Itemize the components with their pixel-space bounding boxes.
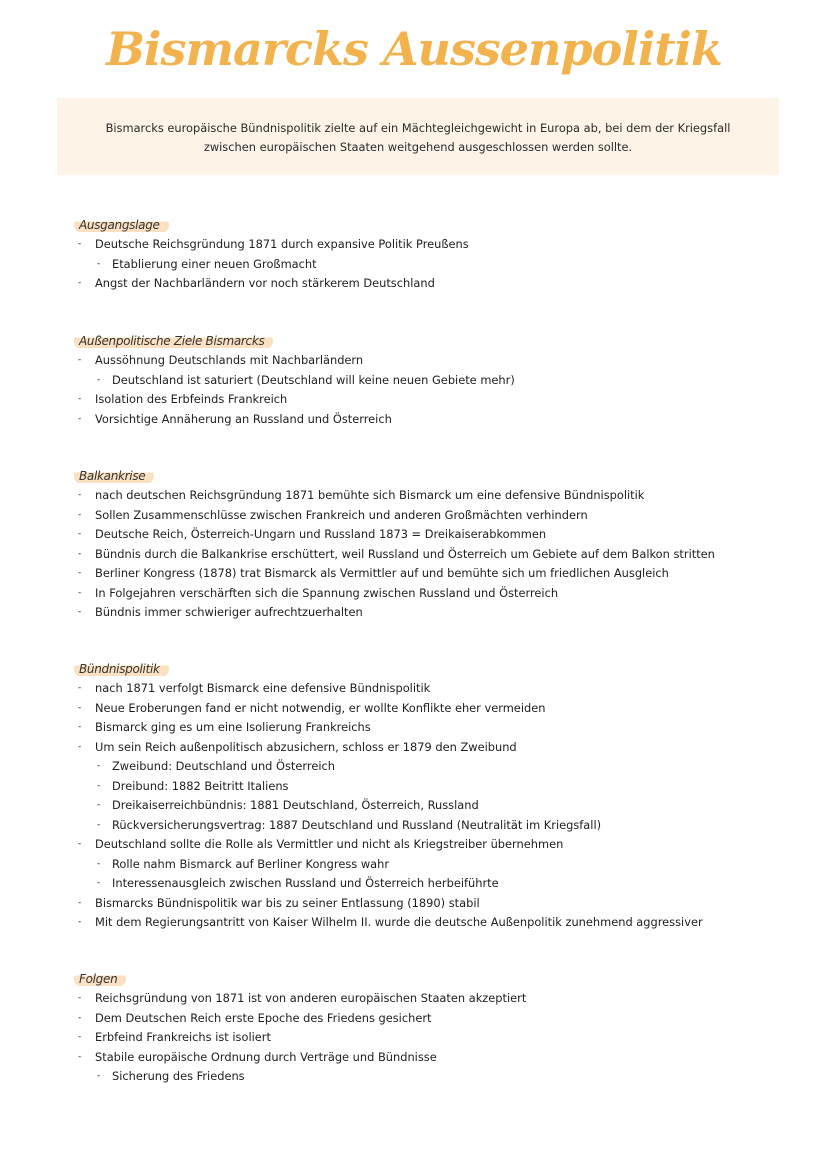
list-item-text: nach 1871 verfolgt Bismarck eine defensive Bündnispolitik <box>95 681 431 695</box>
list-item-text: Deutschland sollte die Rolle als Vermittler und nicht als Kriegstreiber übernehmen <box>95 837 564 851</box>
list-item-text: Aussöhnung Deutschlands mit Nachbarländern <box>95 353 364 367</box>
list-item-text: Mit dem Regierungsantritt von Kaiser Wilhelm II. wurde die deutsche Außenpolitik zunehmend aggressiver <box>95 915 703 929</box>
list-item <box>74 506 814 526</box>
list-item <box>74 894 814 914</box>
list-item-text: Dem Deutschen Reich erste Epoche des Friedens gesichert <box>95 1010 432 1025</box>
list-item <box>74 796 814 816</box>
list-item <box>74 1028 814 1048</box>
bullet-dash: - <box>97 858 101 869</box>
bullet-dash: - <box>97 258 101 269</box>
list-item-text: Bismarcks Bündnispolitik war bis zu seiner Entlassung (1890) stabil <box>95 895 480 910</box>
bullet-dash: - <box>97 761 101 771</box>
bullet-dash: - <box>78 529 82 539</box>
list-item <box>74 718 814 738</box>
bullet-dash: - <box>97 1071 101 1081</box>
bullet-dash: - <box>78 1051 82 1062</box>
bullet-dash: - <box>97 780 101 791</box>
list-item <box>74 351 814 371</box>
list-item <box>74 1048 814 1068</box>
list-item-text: In Folgejahren verschärften sich die Spannung zwischen Russland und Österreich <box>95 585 559 600</box>
list-item-text: Etablierung einer neuen Großmacht <box>112 256 317 271</box>
list-item-text: Deutschland ist saturiert (Deutschland will keine neuen Gebiete mehr) <box>112 372 515 387</box>
list-item-text: Bismarck ging es um eine Isolierung Frankreichs <box>95 720 371 734</box>
list-item-text: Sicherung des Friedens <box>112 1069 245 1083</box>
list-item <box>74 255 814 275</box>
bullet-dash: - <box>78 722 82 732</box>
list-item-text: Isolation des Erbfeinds Frankreich <box>95 392 288 406</box>
list-item <box>74 913 814 933</box>
list-item-text: Rückversicherungsvertrag: 1887 Deutschland und Russland (Neutralität im Kriegsfall) <box>112 817 602 832</box>
section-heading: Bündnispolitik <box>74 661 169 677</box>
list-item <box>74 545 814 565</box>
bullet-dash: - <box>78 839 82 849</box>
list-item-text: nach deutschen Reichsgründung 1871 bemühte sich Bismarck um eine defensive Bündnispolitik <box>95 488 645 502</box>
bullet-dash: - <box>78 741 82 752</box>
list-item-text: Interessenausgleich zwischen Russland und Österreich herbeiführte <box>112 876 499 890</box>
section-ziele <box>74 330 814 429</box>
bullet-dash: - <box>78 355 82 365</box>
bullet-dash: - <box>97 374 101 385</box>
list-item-text: Zweibund: Deutschland und Österreich <box>112 759 335 773</box>
bullet-dash: - <box>78 1012 82 1023</box>
section-balkankrise <box>74 465 814 623</box>
list-item <box>74 584 814 604</box>
list-item <box>74 835 814 855</box>
bullet-dash: - <box>78 993 82 1003</box>
page-title: Bismarcks Aussenpolitik <box>106 22 722 76</box>
list-item-text: Vorsichtige Annäherung an Russland und Österreich <box>95 411 392 426</box>
bullet-dash: - <box>78 587 82 598</box>
bullet-dash: - <box>78 607 82 617</box>
list-item <box>74 486 814 506</box>
list-item-text: Rolle nahm Bismarck auf Berliner Kongress wahr <box>112 856 390 871</box>
section-heading: Ausgangslage <box>74 217 169 233</box>
list-item-text: Angst der Nachbarländern vor noch stärkerem Deutschland <box>95 276 435 290</box>
list-item-text: Stabile europäische Ordnung durch Verträge und Bündnisse <box>95 1049 437 1064</box>
bullet-dash: - <box>78 394 82 404</box>
list-item <box>74 816 814 836</box>
list-item-text: Bündnis durch die Balkankrise erschüttert, weil Russland und Österreich um Gebiete auf dem Balkon stritten <box>95 546 715 561</box>
list-item-text: Neue Eroberungen fand er nicht notwendig, er wollte Konflikte eher vermeiden <box>95 700 546 715</box>
bullet-dash: - <box>78 683 82 693</box>
list-item-text: Reichsgründung von 1871 ist von anderen europäischen Staaten akzeptiert <box>95 991 527 1005</box>
bullet-dash: - <box>78 509 82 520</box>
section-heading: Folgen <box>74 971 126 987</box>
section-buendnispolitik <box>74 658 814 933</box>
list-item <box>74 410 814 430</box>
section-heading: Balkankrise <box>74 468 154 484</box>
list-item <box>74 390 814 410</box>
bullet-dash: - <box>78 278 82 288</box>
bullet-dash: - <box>78 239 82 249</box>
list-item <box>74 603 814 623</box>
list-item <box>74 989 814 1009</box>
bullet-dash: - <box>78 1032 82 1042</box>
list-item-text: Sollen Zusammenschlüsse zwischen Frankreich und anderen Großmächten verhindern <box>95 507 588 522</box>
list-item <box>74 1009 814 1029</box>
list-item-text: Um sein Reich außenpolitisch abzusichern, schloss er 1879 den Zweibund <box>95 739 517 754</box>
bullet-dash: - <box>78 568 82 578</box>
list-item-text: Erbfeind Frankreichs ist isoliert <box>95 1030 271 1044</box>
list-item <box>74 855 814 875</box>
list-item <box>74 777 814 797</box>
section-ausgangslage <box>74 214 814 294</box>
bullet-dash: - <box>97 878 101 888</box>
bullet-dash: - <box>78 490 82 500</box>
list-item-text: Dreibund: 1882 Beitritt Italiens <box>112 778 289 793</box>
list-item-text: Berliner Kongress (1878) trat Bismarck als Vermittler auf und bemühte sich um friedlichen Ausgleich <box>95 566 669 580</box>
list-item <box>74 757 814 777</box>
list-item <box>74 371 814 391</box>
bullet-dash: - <box>78 548 82 559</box>
list-item-text: Bündnis immer schwieriger aufrechtzuerhalten <box>95 605 363 619</box>
bullet-dash: - <box>78 413 82 424</box>
list-item-text: Deutsche Reich, Österreich-Ungarn und Russland 1873 = Dreikaiserabkommen <box>95 527 547 541</box>
list-item <box>74 274 814 294</box>
list-item <box>74 699 814 719</box>
bullet-dash: - <box>78 702 82 713</box>
intro-box: Bismarcks europäische Bündnispolitik zielte auf ein Mächtegleichgewicht in Europa ab, bei dem der Kriegsfall zwischen europäischen Staaten weitgehend ausgeschlossen werden sollte. <box>57 98 779 175</box>
bullet-dash: - <box>97 800 101 810</box>
list-item <box>74 525 814 545</box>
list-item <box>74 679 814 699</box>
list-item <box>74 564 814 584</box>
bullet-dash: - <box>78 897 82 908</box>
section-folgen <box>74 968 814 1087</box>
section-heading: Außenpolitische Ziele Bismarcks <box>74 333 273 349</box>
list-item <box>74 874 814 894</box>
bullet-dash: - <box>97 819 101 830</box>
bullet-dash: - <box>78 917 82 927</box>
list-item <box>74 235 814 255</box>
list-item <box>74 1067 814 1087</box>
list-item-text: Deutsche Reichsgründung 1871 durch expansive Politik Preußens <box>95 237 469 251</box>
list-item <box>74 738 814 758</box>
list-item-text: Dreikaiserreichbündnis: 1881 Deutschland, Österreich, Russland <box>112 798 479 812</box>
